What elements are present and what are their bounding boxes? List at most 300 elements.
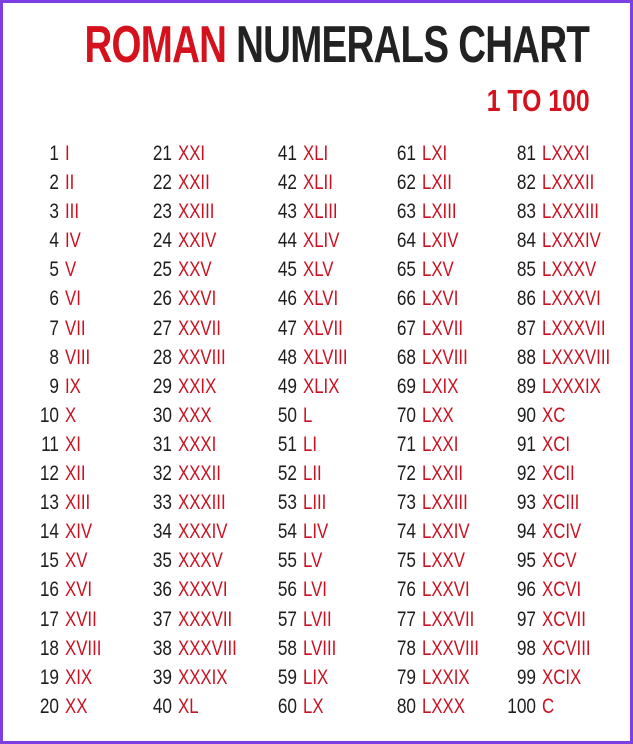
roman-numeral: VIII bbox=[65, 345, 91, 369]
numeral-row bbox=[500, 226, 624, 255]
numeral-row bbox=[500, 459, 624, 488]
numeral-row bbox=[136, 197, 260, 226]
roman-numeral: LXIV bbox=[422, 229, 459, 253]
numeral-row bbox=[380, 430, 504, 459]
arabic-number: 74 bbox=[396, 520, 416, 544]
roman-numeral: LXXXII bbox=[542, 171, 595, 195]
roman-numeral: V bbox=[65, 258, 77, 282]
numeral-row bbox=[261, 372, 385, 401]
arabic-number: 44 bbox=[277, 229, 297, 253]
roman-numeral: XXVII bbox=[178, 316, 221, 340]
numeral-row bbox=[380, 197, 504, 226]
roman-numeral: XXXIX bbox=[178, 665, 228, 689]
numeral-row bbox=[23, 197, 147, 226]
numeral-row bbox=[261, 197, 385, 226]
numeral-row bbox=[261, 139, 385, 168]
roman-numeral: VII bbox=[65, 316, 86, 340]
arabic-number: 98 bbox=[516, 636, 536, 660]
numeral-row bbox=[23, 401, 147, 430]
numeral-row bbox=[261, 663, 385, 692]
roman-numeral: LVI bbox=[303, 578, 327, 602]
arabic-number: 89 bbox=[516, 374, 536, 398]
roman-numeral: VI bbox=[65, 287, 81, 311]
arabic-number: 91 bbox=[516, 432, 536, 456]
roman-numeral: XVI bbox=[65, 578, 93, 602]
numeral-row bbox=[136, 168, 260, 197]
roman-numeral: LI bbox=[303, 432, 318, 456]
roman-numeral: XXXII bbox=[178, 462, 221, 486]
numeral-row bbox=[500, 197, 624, 226]
roman-numeral: XXXV bbox=[178, 549, 223, 573]
roman-numeral: LXVII bbox=[422, 316, 464, 340]
arabic-number: 6 bbox=[49, 287, 59, 311]
arabic-number: 22 bbox=[152, 171, 172, 195]
arabic-number: 92 bbox=[516, 462, 536, 486]
numeral-row bbox=[23, 372, 147, 401]
numeral-row bbox=[136, 226, 260, 255]
numeral-row bbox=[500, 575, 624, 604]
arabic-number: 23 bbox=[152, 200, 172, 224]
roman-numeral: XL bbox=[178, 694, 199, 718]
numeral-row bbox=[500, 372, 624, 401]
arabic-number: 97 bbox=[516, 607, 536, 631]
roman-numeral: XCVII bbox=[542, 607, 586, 631]
page-title bbox=[84, 13, 590, 77]
arabic-number: 5 bbox=[49, 258, 59, 282]
arabic-number: 49 bbox=[277, 374, 297, 398]
arabic-number: 4 bbox=[49, 229, 59, 253]
roman-numeral: LXXXVII bbox=[542, 316, 606, 340]
roman-numeral: XXIX bbox=[178, 374, 217, 398]
numeral-row bbox=[500, 546, 624, 575]
roman-numeral: XXXI bbox=[178, 432, 217, 456]
numeral-row bbox=[380, 634, 504, 663]
roman-numeral: XCIV bbox=[542, 520, 582, 544]
numeral-row bbox=[136, 575, 260, 604]
roman-numeral: XI bbox=[65, 432, 81, 456]
arabic-number: 35 bbox=[152, 549, 172, 573]
numeral-row bbox=[380, 284, 504, 313]
arabic-number: 78 bbox=[396, 636, 416, 660]
arabic-number: 72 bbox=[396, 462, 416, 486]
numeral-row bbox=[136, 255, 260, 284]
arabic-number: 36 bbox=[152, 578, 172, 602]
numeral-column-1 bbox=[23, 139, 147, 721]
numeral-column-4 bbox=[380, 139, 504, 721]
roman-numeral: II bbox=[65, 171, 75, 195]
numeral-row bbox=[500, 168, 624, 197]
arabic-number: 38 bbox=[152, 636, 172, 660]
arabic-number: 85 bbox=[516, 258, 536, 282]
arabic-number: 93 bbox=[516, 491, 536, 515]
roman-numeral: XLVIII bbox=[303, 345, 348, 369]
arabic-number: 75 bbox=[396, 549, 416, 573]
numeral-row bbox=[500, 139, 624, 168]
roman-numeral: XV bbox=[65, 549, 88, 573]
roman-numeral: XXXVI bbox=[178, 578, 228, 602]
roman-numeral: LXVIII bbox=[422, 345, 468, 369]
numeral-row bbox=[500, 255, 624, 284]
numeral-row bbox=[261, 517, 385, 546]
numeral-row bbox=[380, 401, 504, 430]
roman-numeral: LV bbox=[303, 549, 323, 573]
numeral-row bbox=[136, 517, 260, 546]
roman-numeral: LXXIX bbox=[422, 665, 470, 689]
numeral-row bbox=[380, 459, 504, 488]
arabic-number: 70 bbox=[396, 403, 416, 427]
arabic-number: 83 bbox=[516, 200, 536, 224]
arabic-number: 64 bbox=[396, 229, 416, 253]
roman-numeral: LXXIV bbox=[422, 520, 470, 544]
numeral-row bbox=[380, 168, 504, 197]
arabic-number: 9 bbox=[49, 374, 59, 398]
numeral-row bbox=[136, 372, 260, 401]
roman-numeral: XXXVIII bbox=[178, 636, 237, 660]
numeral-row bbox=[261, 168, 385, 197]
arabic-number: 65 bbox=[396, 258, 416, 282]
numeral-row bbox=[136, 284, 260, 313]
numeral-row bbox=[23, 255, 147, 284]
arabic-number: 43 bbox=[277, 200, 297, 224]
arabic-number: 82 bbox=[516, 171, 536, 195]
arabic-number: 17 bbox=[39, 607, 59, 631]
numeral-row bbox=[136, 692, 260, 721]
numeral-row bbox=[261, 255, 385, 284]
roman-numeral: LXXVII bbox=[422, 607, 475, 631]
numeral-row bbox=[23, 139, 147, 168]
numeral-row bbox=[23, 343, 147, 372]
roman-numeral: XLIX bbox=[303, 374, 340, 398]
roman-numeral: XCV bbox=[542, 549, 577, 573]
roman-numeral: LXV bbox=[422, 258, 454, 282]
arabic-number: 39 bbox=[152, 665, 172, 689]
arabic-number: 25 bbox=[152, 258, 172, 282]
arabic-number: 68 bbox=[396, 345, 416, 369]
roman-numeral: X bbox=[65, 403, 77, 427]
numeral-row bbox=[23, 430, 147, 459]
numeral-row bbox=[500, 284, 624, 313]
arabic-number: 94 bbox=[516, 520, 536, 544]
arabic-number: 21 bbox=[152, 142, 172, 165]
roman-numeral: XVIII bbox=[65, 636, 102, 660]
numeral-row bbox=[500, 314, 624, 343]
numeral-row bbox=[500, 663, 624, 692]
arabic-number: 18 bbox=[39, 636, 59, 660]
arabic-number: 7 bbox=[49, 316, 59, 340]
numeral-row bbox=[380, 575, 504, 604]
roman-numeral: LXI bbox=[422, 142, 448, 165]
arabic-number: 58 bbox=[277, 636, 297, 660]
roman-numeral: XIX bbox=[65, 665, 93, 689]
arabic-number: 1 bbox=[49, 142, 59, 165]
arabic-number: 46 bbox=[277, 287, 297, 311]
arabic-number: 50 bbox=[277, 403, 297, 427]
numeral-row bbox=[261, 488, 385, 517]
roman-numeral: XXXIII bbox=[178, 491, 226, 515]
roman-numeral: I bbox=[65, 142, 70, 165]
arabic-number: 73 bbox=[396, 491, 416, 515]
arabic-number: 90 bbox=[516, 403, 536, 427]
numeral-row bbox=[136, 343, 260, 372]
roman-numeral: XXVIII bbox=[178, 345, 226, 369]
roman-numeral: LXXXIV bbox=[542, 229, 601, 253]
numeral-row bbox=[500, 343, 624, 372]
roman-numeral: XXXVII bbox=[178, 607, 233, 631]
arabic-number: 55 bbox=[277, 549, 297, 573]
numeral-row bbox=[261, 226, 385, 255]
roman-numeral: LXXXV bbox=[542, 258, 597, 282]
roman-numeral: LXXXVI bbox=[542, 287, 601, 311]
arabic-number: 63 bbox=[396, 200, 416, 224]
roman-numeral: XXI bbox=[178, 142, 206, 165]
roman-numeral: XXIII bbox=[178, 200, 215, 224]
arabic-number: 95 bbox=[516, 549, 536, 573]
numeral-row bbox=[23, 314, 147, 343]
arabic-number: 30 bbox=[152, 403, 172, 427]
numeral-row bbox=[380, 546, 504, 575]
numeral-row bbox=[500, 605, 624, 634]
numeral-row bbox=[380, 372, 504, 401]
arabic-number: 27 bbox=[152, 316, 172, 340]
arabic-number: 96 bbox=[516, 578, 536, 602]
numeral-row bbox=[136, 139, 260, 168]
arabic-number: 34 bbox=[152, 520, 172, 544]
arabic-number: 45 bbox=[277, 258, 297, 282]
arabic-number: 86 bbox=[516, 287, 536, 311]
numeral-row bbox=[23, 284, 147, 313]
arabic-number: 76 bbox=[396, 578, 416, 602]
roman-numeral: LIII bbox=[303, 491, 327, 515]
roman-numeral: XLIII bbox=[303, 200, 338, 224]
roman-numeral: LIV bbox=[303, 520, 329, 544]
numeral-row bbox=[380, 139, 504, 168]
arabic-number: 13 bbox=[39, 491, 59, 515]
numeral-row bbox=[380, 605, 504, 634]
arabic-number: 88 bbox=[516, 345, 536, 369]
roman-numeral: LXIX bbox=[422, 374, 459, 398]
numeral-row bbox=[23, 634, 147, 663]
numeral-row bbox=[23, 546, 147, 575]
arabic-number: 40 bbox=[152, 694, 172, 718]
roman-numeral: LVIII bbox=[303, 636, 337, 660]
numeral-column-2 bbox=[136, 139, 260, 721]
arabic-number: 60 bbox=[277, 694, 297, 718]
roman-numeral: XLVII bbox=[303, 316, 343, 340]
arabic-number: 29 bbox=[152, 374, 172, 398]
numeral-row bbox=[136, 663, 260, 692]
arabic-number: 41 bbox=[277, 142, 297, 165]
numeral-row bbox=[136, 430, 260, 459]
roman-numeral: LXXV bbox=[422, 549, 465, 573]
arabic-number: 51 bbox=[277, 432, 297, 456]
arabic-number: 16 bbox=[39, 578, 59, 602]
roman-numeral: C bbox=[542, 694, 555, 718]
numeral-row bbox=[261, 430, 385, 459]
arabic-number: 57 bbox=[277, 607, 297, 631]
roman-numeral: XXX bbox=[178, 403, 212, 427]
roman-numeral: LXXI bbox=[422, 432, 459, 456]
arabic-number: 3 bbox=[49, 200, 59, 224]
numeral-row bbox=[136, 488, 260, 517]
numeral-row bbox=[261, 401, 385, 430]
numeral-row bbox=[500, 517, 624, 546]
numeral-row bbox=[500, 488, 624, 517]
arabic-number: 2 bbox=[49, 171, 59, 195]
arabic-number: 33 bbox=[152, 491, 172, 515]
roman-numeral: XLII bbox=[303, 171, 333, 195]
arabic-number: 100 bbox=[507, 694, 536, 718]
roman-numeral: XLIV bbox=[303, 229, 340, 253]
roman-numeral: III bbox=[65, 200, 80, 224]
roman-numeral: XLV bbox=[303, 258, 334, 282]
numeral-row bbox=[23, 663, 147, 692]
numeral-row bbox=[23, 692, 147, 721]
numeral-row bbox=[261, 314, 385, 343]
numeral-row bbox=[136, 459, 260, 488]
roman-numeral: LXX bbox=[422, 403, 454, 427]
arabic-number: 67 bbox=[396, 316, 416, 340]
roman-numeral: XCIX bbox=[542, 665, 582, 689]
arabic-number: 71 bbox=[396, 432, 416, 456]
page-subtitle: 1 TO 100 bbox=[487, 83, 590, 118]
arabic-number: 56 bbox=[277, 578, 297, 602]
numeral-column-5 bbox=[500, 139, 624, 721]
arabic-number: 15 bbox=[39, 549, 59, 573]
roman-numeral: XVII bbox=[65, 607, 97, 631]
arabic-number: 31 bbox=[152, 432, 172, 456]
numeral-row bbox=[23, 605, 147, 634]
roman-numeral: XX bbox=[65, 694, 88, 718]
arabic-number: 66 bbox=[396, 287, 416, 311]
roman-numeral: XXII bbox=[178, 171, 210, 195]
numeral-row bbox=[136, 546, 260, 575]
roman-numeral: LXII bbox=[422, 171, 452, 195]
roman-numeral: LXXII bbox=[422, 462, 464, 486]
numeral-row bbox=[261, 459, 385, 488]
numeral-row bbox=[261, 284, 385, 313]
numeral-row bbox=[23, 226, 147, 255]
arabic-number: 61 bbox=[396, 142, 416, 165]
arabic-number: 77 bbox=[396, 607, 416, 631]
numeral-row bbox=[261, 575, 385, 604]
numeral-row bbox=[500, 430, 624, 459]
roman-numeral: XCVI bbox=[542, 578, 582, 602]
roman-numeral: LXXXIX bbox=[542, 374, 601, 398]
numeral-row bbox=[136, 401, 260, 430]
numeral-row bbox=[380, 663, 504, 692]
arabic-number: 12 bbox=[39, 462, 59, 486]
arabic-number: 24 bbox=[152, 229, 172, 253]
roman-numeral: LXVI bbox=[422, 287, 459, 311]
arabic-number: 54 bbox=[277, 520, 297, 544]
numeral-row bbox=[380, 314, 504, 343]
numeral-row bbox=[380, 255, 504, 284]
roman-numeral: LXIII bbox=[422, 200, 457, 224]
roman-numeral: LIX bbox=[303, 665, 329, 689]
roman-numeral: XIII bbox=[65, 491, 91, 515]
numeral-row bbox=[500, 692, 624, 721]
numeral-row bbox=[136, 605, 260, 634]
roman-numeral: LX bbox=[303, 694, 324, 718]
numeral-row bbox=[23, 168, 147, 197]
arabic-number: 10 bbox=[39, 403, 59, 427]
numeral-row bbox=[261, 343, 385, 372]
roman-numeral: XIV bbox=[65, 520, 93, 544]
arabic-number: 53 bbox=[277, 491, 297, 515]
numeral-row bbox=[23, 575, 147, 604]
roman-numeral: LXXX bbox=[422, 694, 465, 718]
roman-numeral: LVII bbox=[303, 607, 332, 631]
roman-numeral: XXIV bbox=[178, 229, 217, 253]
numeral-row bbox=[500, 634, 624, 663]
arabic-number: 37 bbox=[152, 607, 172, 631]
numeral-row bbox=[380, 488, 504, 517]
arabic-number: 14 bbox=[39, 520, 59, 544]
numeral-row bbox=[500, 401, 624, 430]
roman-numeral: LXXXIII bbox=[542, 200, 599, 224]
title-rest: NUMERALS CHART bbox=[236, 16, 590, 74]
roman-numeral: XLI bbox=[303, 142, 329, 165]
numeral-row bbox=[380, 517, 504, 546]
arabic-number: 11 bbox=[41, 432, 59, 456]
arabic-number: 81 bbox=[516, 142, 536, 165]
roman-numeral: XLVI bbox=[303, 287, 339, 311]
roman-numeral: LXXXVIII bbox=[542, 345, 611, 369]
arabic-number: 87 bbox=[516, 316, 536, 340]
roman-numeral: XCVIII bbox=[542, 636, 591, 660]
arabic-number: 84 bbox=[516, 229, 536, 253]
roman-numeral: XC bbox=[542, 403, 566, 427]
arabic-number: 28 bbox=[152, 345, 172, 369]
numeral-row bbox=[380, 692, 504, 721]
arabic-number: 47 bbox=[277, 316, 297, 340]
arabic-number: 8 bbox=[49, 345, 59, 369]
arabic-number: 32 bbox=[152, 462, 172, 486]
roman-numeral: L bbox=[303, 403, 313, 427]
numeral-row bbox=[23, 488, 147, 517]
roman-numeral: XXVI bbox=[178, 287, 217, 311]
roman-numeral: XXV bbox=[178, 258, 212, 282]
numeral-row bbox=[136, 314, 260, 343]
roman-numeral: XII bbox=[65, 462, 86, 486]
arabic-number: 59 bbox=[277, 665, 297, 689]
numeral-row bbox=[261, 605, 385, 634]
numeral-row bbox=[261, 546, 385, 575]
numeral-row bbox=[380, 226, 504, 255]
roman-numeral: IV bbox=[65, 229, 81, 253]
arabic-number: 42 bbox=[277, 171, 297, 195]
roman-numeral: LXXXI bbox=[542, 142, 590, 165]
numeral-row bbox=[23, 459, 147, 488]
numeral-row bbox=[380, 343, 504, 372]
roman-numeral: LXXVI bbox=[422, 578, 470, 602]
roman-numeral: XCIII bbox=[542, 491, 580, 515]
numeral-row bbox=[261, 634, 385, 663]
arabic-number: 19 bbox=[39, 665, 59, 689]
roman-numeral: LXXIII bbox=[422, 491, 468, 515]
roman-numeral: IX bbox=[65, 374, 81, 398]
numeral-row bbox=[23, 517, 147, 546]
arabic-number: 52 bbox=[277, 462, 297, 486]
arabic-number: 48 bbox=[277, 345, 297, 369]
arabic-number: 80 bbox=[396, 694, 416, 718]
arabic-number: 20 bbox=[39, 694, 59, 718]
arabic-number: 62 bbox=[396, 171, 416, 195]
roman-numeral: XXXIV bbox=[178, 520, 228, 544]
roman-numeral: XCI bbox=[542, 432, 571, 456]
numeral-row bbox=[136, 634, 260, 663]
arabic-number: 99 bbox=[516, 665, 536, 689]
